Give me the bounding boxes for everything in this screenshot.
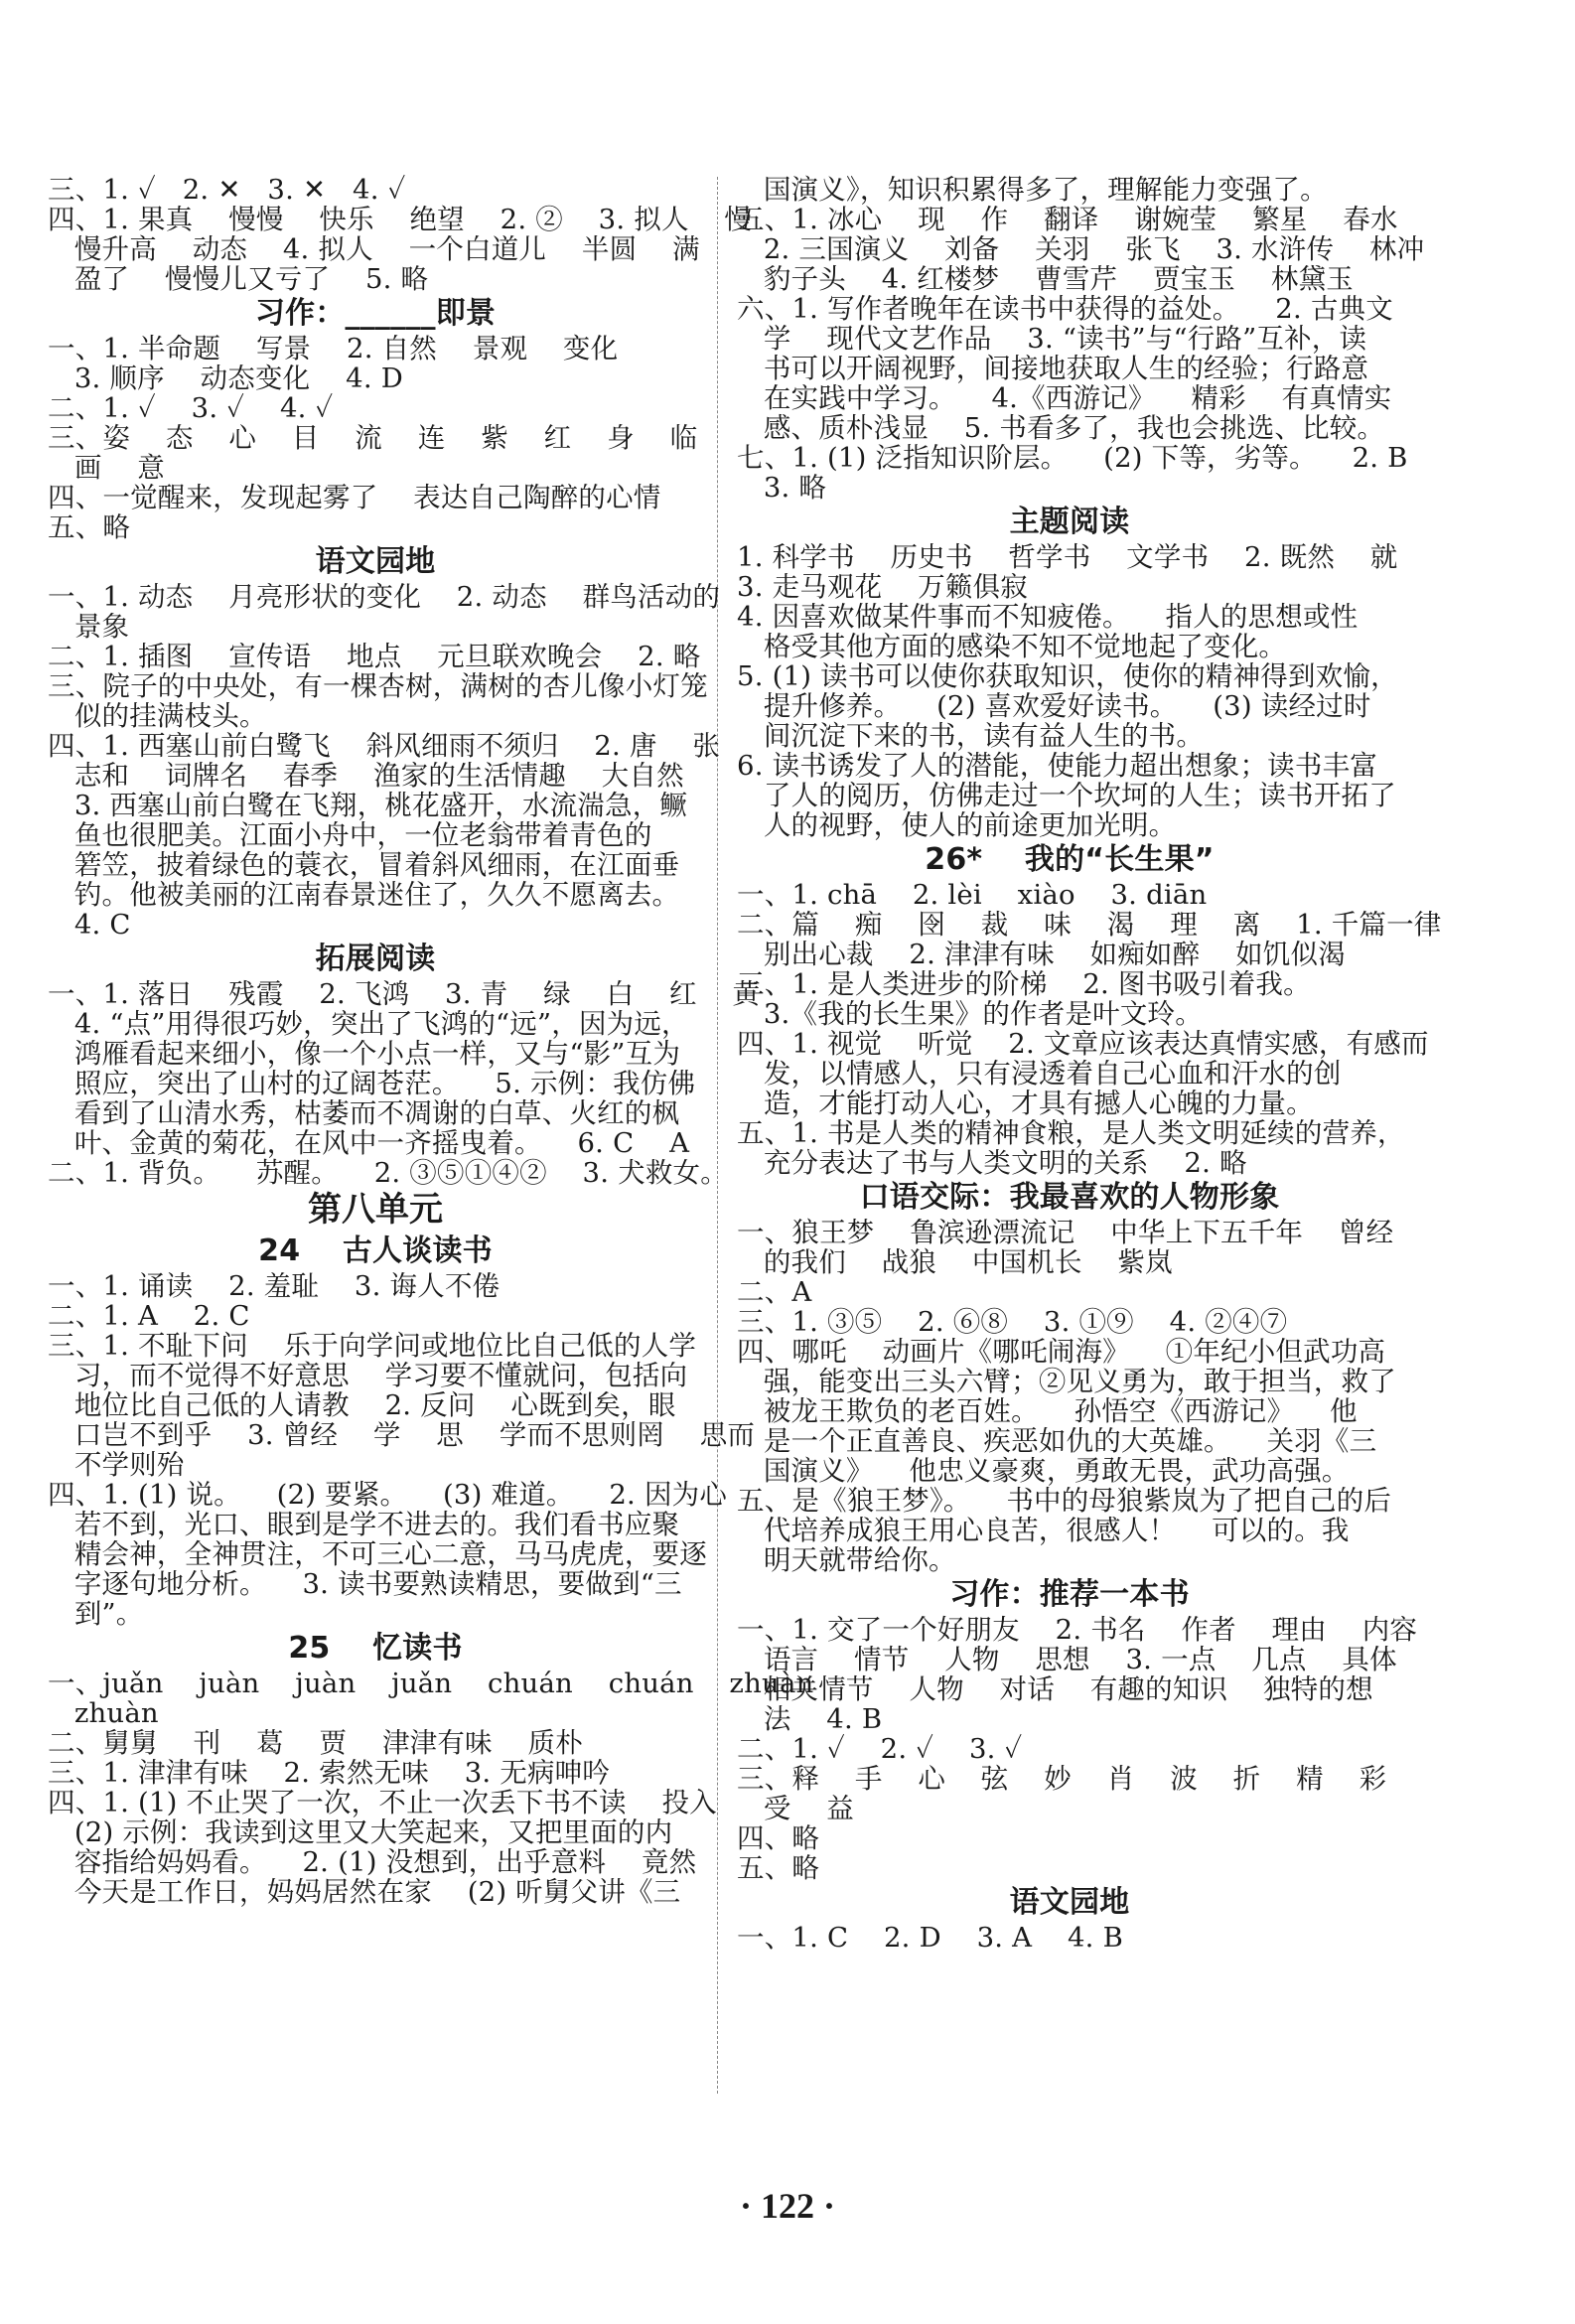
answer-line: 二、1. 背负。 苏醒。 2. ③⑤①④② 3. 犬救女。: [48, 1157, 728, 1189]
section-heading: 语文园地: [1009, 1885, 1130, 1920]
answer-line: 别出心裁 2. 津津有味 如痴如醉 如饥似渴: [737, 939, 1346, 970]
answer-line: 3. 走马观花 万籁俱寂: [737, 571, 1028, 603]
answer-line: 四、1. (1) 不止哭了一次，不止一次丢下书不读 投入: [48, 1787, 717, 1818]
answer-line: 四、1. 果真 慢慢 快乐 绝望 2. ② 3. 拟人 慢: [48, 204, 753, 235]
answer-line: 今天是工作日，妈妈居然在家 (2) 听舅父讲《三: [48, 1876, 681, 1908]
answer-line: 似的挂满枝头。: [48, 700, 267, 732]
section-heading: 主题阅读: [1009, 505, 1130, 539]
answer-line: 慢升高 动态 4. 拟人 一个白道儿 半圆 满: [48, 233, 700, 265]
page-number: · 122 ·: [739, 2186, 835, 2226]
answer-line: 代培养成狼王用心良苦，很感人！ 可以的。我: [737, 1515, 1350, 1546]
answer-line: 二、篇 痴 囹 裁 味 渴 理 离 1. 千篇一律: [737, 909, 1442, 941]
answer-line: (2) 示例：我读到这里又大笑起来，又把里面的内: [48, 1816, 673, 1848]
answer-line: 被龙王欺负的老百姓。 孙悟空《西游记》 他: [737, 1395, 1358, 1427]
answer-line: 二、A: [737, 1276, 812, 1308]
answer-line: 志和 词牌名 春季 渔家的生活情趣 大自然: [48, 760, 684, 792]
answer-line: 三、姿 态 心 目 流 连 紫 红 身 临: [48, 422, 698, 454]
answer-line: 6. 读书诱发了人的潜能，使能力超出想象；读书丰富: [737, 750, 1377, 782]
answer-line: 国演义》 他忠义豪爽，勇敢无畏，武功高强。: [737, 1455, 1350, 1487]
answer-line: 画 意: [48, 452, 165, 484]
answer-line: 二、1. ✓ 2. ✓ 3. ✓: [737, 1733, 1023, 1765]
unit-heading: 第八单元: [308, 1190, 443, 1230]
answer-line: 看到了山清水秀，枯萎而不凋谢的白草、火红的枫: [48, 1097, 680, 1129]
answer-line: 二、1. A 2. C: [48, 1300, 250, 1332]
answer-line: 四、1. 视觉 听觉 2. 文章应该表达真情实感，有感而: [737, 1028, 1429, 1060]
answer-line: 一、1. 诵读 2. 羞耻 3. 诲人不倦: [48, 1270, 501, 1302]
answer-line: 三、院子的中央处，有一棵杏树，满树的杏儿像小灯笼: [48, 670, 708, 702]
answer-line: 盈了 慢慢儿又亏了 5. 略: [48, 263, 429, 295]
answer-line: 三、释 手 心 弦 妙 肖 波 折 精 彩: [737, 1763, 1387, 1795]
answer-line: 格受其他方面的感染不知不觉地起了变化。: [737, 631, 1287, 662]
answer-line: 一、1. 落日 残霞 2. 飞鸿 3. 青 绿 白 红 黄: [48, 978, 761, 1010]
answer-line: 四、1. 西塞山前白鹭飞 斜风细雨不须归 2. 唐 张: [48, 730, 721, 762]
answer-line: 一、1. C 2. D 3. A 4. B: [737, 1922, 1123, 1954]
answer-line: 到”。: [48, 1598, 144, 1630]
answer-line: 4. 因喜欢做某件事而不知疲倦。 指人的思想或性: [737, 601, 1359, 633]
answer-line: 箬笠，披着绿色的蓑衣，冒着斜风细雨，在江面垂: [48, 849, 680, 881]
answer-line: 六、1. 写作者晚年在读书中获得的益处。 2. 古典文: [737, 293, 1393, 325]
answer-line: 1. 科学书 历史书 哲学书 文学书 2. 既然 就: [737, 541, 1398, 573]
section-heading: 25 忆读书: [288, 1631, 463, 1666]
answer-line: 5. (1) 读书可以使你获取知识，使你的精神得到欢愉，: [737, 660, 1398, 692]
answer-line: 一、1. 交了一个好朋友 2. 书名 作者 理由 内容: [737, 1614, 1418, 1646]
answer-line: 字逐句地分析。 3. 读书要熟读精思，要做到“三: [48, 1568, 682, 1600]
answer-line: 二、1. ✓ 3. ✓ 4. ✓: [48, 392, 334, 424]
answer-line: 四、1. (1) 说。 (2) 要紧。 (3) 难道。 2. 因为心: [48, 1479, 728, 1511]
answer-line: 五、略: [737, 1852, 820, 1884]
answer-line: 书可以开阔视野，间接地获取人生的经验；行路意: [737, 353, 1369, 384]
answer-line: 3. 顺序 动态变化 4. D: [48, 363, 403, 394]
answer-line: 不学则殆: [48, 1449, 185, 1481]
answer-line: 间沉淀下来的书，读有益人生的书。: [737, 720, 1205, 752]
answer-line: 一、1. 动态 月亮形状的变化 2. 动态 群鸟活动的: [48, 581, 721, 613]
section-heading: 26* 我的“长生果”: [925, 842, 1215, 877]
answer-line: 人的视野，使人的前途更加光明。: [737, 809, 1177, 841]
answer-line: 的我们 战狼 中国机长 紫岚: [737, 1246, 1173, 1278]
answer-line: 2. 三国演义 刘备 关羽 张飞 3. 水浒传 林冲: [737, 233, 1425, 265]
answer-line: 受 益: [737, 1793, 854, 1824]
answer-line: 明天就带给你。: [737, 1544, 956, 1576]
section-heading: 拓展阅读: [315, 942, 436, 976]
answer-line: 学 现代文艺作品 3. “读书”与“行路”互补，读: [737, 323, 1367, 355]
answer-line: 三、1. 津津有味 2. 索然无味 3. 无病呻吟: [48, 1757, 611, 1789]
answer-line: 造，才能打动人心，才具有撼人心魄的力量。: [737, 1088, 1314, 1119]
answer-line: 在实践中学习。 4.《西游记》 精彩 有真情实: [737, 382, 1392, 414]
answer-line: 五、1. 冰心 现 作 翻译 谢婉莹 繁星 春水: [737, 204, 1398, 235]
answer-line: 感、质朴浅显 5. 书看多了，我也会挑选、比较。: [737, 412, 1385, 444]
answer-line: 3. 西塞山前白鹭在飞翔，桃花盛开，水流湍急，鳜: [48, 790, 688, 821]
section-heading: 语文园地: [315, 544, 436, 579]
answer-line: 精会神，全神贯注，不可三心二意，马马虎虎，要逐: [48, 1538, 707, 1570]
answer-line: 豹子头 4. 红楼梦 曹雪芹 贾宝玉 林黛玉: [737, 263, 1354, 295]
answer-line: 若不到，光口、眼到是学不进去的。我们看书应聚: [48, 1509, 680, 1540]
answer-line: 三、1. ③⑤ 2. ⑥⑧ 3. ①⑨ 4. ②④⑦: [737, 1306, 1288, 1338]
answer-line: 3.《我的长生果》的作者是叶文玲。: [737, 998, 1203, 1030]
answer-line: 语言 情节 人物 思想 3. 一点 几点 具体: [737, 1644, 1397, 1675]
answer-line: 鸿雁看起来细小，像一个小点一样，又与“影”互为: [48, 1038, 681, 1070]
answer-line: 3. 略: [737, 472, 827, 504]
answer-line: 是一个正直善良、疾恶如仇的大英雄。 关羽《三: [737, 1425, 1377, 1457]
answer-line: 鱼也很肥美。江面小舟中，一位老翁带着青色的: [48, 819, 652, 851]
answer-line: 充分表达了书与人类文明的关系 2. 略: [737, 1147, 1247, 1179]
answer-line: 三、1. 是人类进步的阶梯 2. 图书吸引着我。: [737, 968, 1311, 1000]
section-heading: 习作：推荐一本书: [949, 1577, 1190, 1612]
answer-line: 五、是《狼王梦》。 书中的母狼紫岚为了把自己的后: [737, 1485, 1392, 1517]
answer-line: 一、juǎn juàn juàn juǎn chuán chuán zhuàn: [48, 1668, 814, 1699]
answer-line: 提升修养。 (2) 喜欢爱好读书。 (3) 读经过时: [737, 690, 1371, 722]
answer-line: 二、舅舅 刊 葛 贾 津津有味 质朴: [48, 1727, 583, 1759]
section-heading: 口语交际：我最喜欢的人物形象: [859, 1180, 1280, 1215]
answer-line: 四、一觉醒来，发现起雾了 表达自己陶醉的心情: [48, 482, 661, 513]
answer-line: 4. “点”用得很巧妙，突出了飞鸿的“远”，因为远，: [48, 1008, 689, 1040]
answer-line: 五、1. 书是人类的精神食粮，是人类文明延续的营养，: [737, 1117, 1405, 1149]
answer-line: 二、1. 插图 宣传语 地点 元旦联欢晚会 2. 略: [48, 641, 701, 672]
answer-line: 口岂不到乎 3. 曾经 学 思 学而不思则罔 思而: [48, 1419, 756, 1451]
answer-line: 钓。他被美丽的江南春景迷住了，久久不愿离去。: [48, 879, 680, 911]
answer-line: 叶、金黄的菊花，在风中一齐摇曳着。 6. C A: [48, 1127, 690, 1159]
answer-line: 一、1. chā 2. lèi xiào 3. diān: [737, 879, 1208, 911]
answer-line: 发，以情感人，只有浸透着自己心血和汗水的创: [737, 1058, 1342, 1089]
answer-line: 三、1. 不耻下问 乐于向学问或地位比自己低的人学: [48, 1330, 697, 1362]
answer-line: zhuàn: [48, 1697, 159, 1729]
column-divider: [717, 177, 718, 2094]
answer-line: 景象: [48, 611, 130, 643]
answer-line: 国演义》，知识积累得多了，理解能力变强了。: [737, 174, 1328, 206]
answer-line: 法 4. B: [737, 1703, 883, 1735]
answer-line: 一、狼王梦 鲁滨逊漂流记 中华上下五千年 曾经: [737, 1217, 1394, 1248]
answer-line: 地位比自己低的人请教 2. 反问 心既到矣，眼: [48, 1389, 676, 1421]
answer-line: 三、1. ✓ 2. ✕ 3. ✕ 4. ✓: [48, 174, 406, 206]
section-heading: 习作：______即景: [254, 296, 497, 331]
answer-line: 一、1. 半命题 写景 2. 自然 景观 变化: [48, 333, 619, 364]
answer-line: 五、略: [48, 511, 131, 543]
answer-line: 四、哪吒 动画片《哪吒闹海》 ①年纪小但武功高: [737, 1336, 1386, 1368]
answer-line: 容指给妈妈看。 2. (1) 没想到，出乎意料 竟然: [48, 1846, 697, 1878]
answer-line: 习，而不觉得不好意思 学习要不懂就问，包括向: [48, 1360, 688, 1391]
answer-line: 七、1. (1) 泛指知识阶层。 (2) 下等，劣等。 2. B: [737, 442, 1408, 474]
answer-line: 强，能变出三头六臂；②见义勇为，敢于担当，救了: [737, 1366, 1396, 1397]
right-answer-column: [737, 174, 1442, 1954]
section-heading: 24 古人谈读书: [258, 1234, 493, 1268]
answer-line: 相关情节 人物 对话 有趣的知识 独特的想: [737, 1673, 1373, 1705]
answer-line: 照应，突出了山村的辽阔苍茫。 5. 示例：我仿佛: [48, 1068, 696, 1099]
answer-line: 了人的阅历，仿佛走过一个坎坷的人生；读书开拓了: [737, 780, 1396, 811]
answer-line: 4. C: [48, 909, 131, 941]
answer-line: 四、略: [737, 1822, 820, 1854]
